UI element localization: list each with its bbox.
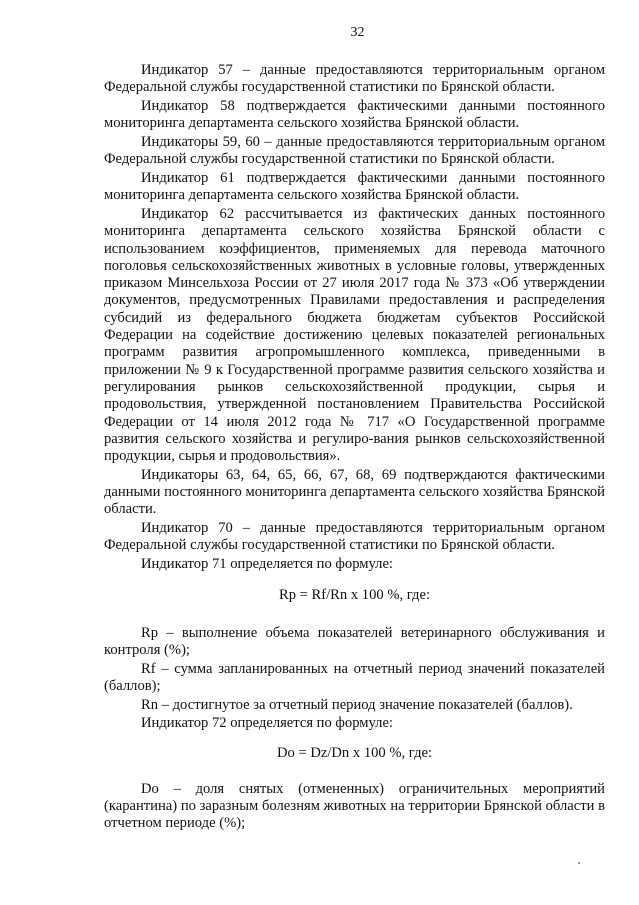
paragraph-indicator-61: Индикатор 61 подтверждается фактическими данными постоянного мониторинга департамента сельского хозяйства Брянской области. [104, 169, 605, 204]
page-number: 32 [350, 25, 365, 40]
definition-rp: Rp – выполнение объема показателей ветеринарного обслуживания и контроля (%); [104, 624, 605, 658]
paragraph-indicators-63-69: Индикаторы 63, 64, 65, 66, 67, 68, 69 подтверждаются фактическими данными постоянного мониторинга департамента сельского хозяйства Брянской области. [104, 466, 605, 518]
paragraph-indicator-59-60: Индикаторы 59, 60 – данные предоставляются территориальным органом Федеральной службы государственной статистики по Брянской области. [104, 133, 605, 168]
definition-do: Do – доля снятых (отмененных) ограничительных мероприятий (карантина) по заразным болезням животных на территории Брянской области в отчетном периоде (%); [104, 780, 605, 832]
paragraph-indicator-58: Индикатор 58 подтверждается фактическими данными постоянного мониторинга департамента сельского хозяйства Брянской области. [104, 97, 605, 132]
formula-rp: Rp = Rf/Rn x 100 %, где: [278, 587, 431, 604]
definition-rf: Rf – сумма запланированных на отчетный период значений показателей (баллов); [104, 660, 605, 694]
definition-rn: Rn – достигнутое за отчетный период значение показателей (баллов). [141, 696, 573, 713]
paragraph-indicator-71-intro: Индикатор 71 определяется по формуле: [141, 556, 393, 573]
paragraph-indicator-72-intro: Индикатор 72 определяется по формуле: [141, 715, 393, 732]
paragraph-indicator-62: Индикатор 62 рассчитывается из фактических данных постоянного мониторинга департамента сельского хозяйства Брянской области с использованием коэффициентов, применяемых для перевода маточного поголовья сельскохозяйственных животных в условные головы, утвержденных приказом Минсельхоза России от 27 июля 2017 года № 373 «Об утверждении документов, предусмотренных Правилами предоставления и распределения субсидий из федерального бюджета бюджетам субъектов Российской Федерации на содействие достижению целевых показателей региональных программ развития агропромышленного комплекса, приведенными в приложении № 9 к Государственной программе развития сельского хозяйства и регулирования рынков сельскохозяйственной продукции, сырья и продовольствия, утвержденной постановлением Правительства Российской Федерации от 14 июля 2012 года № 717 «О Государственной программе развития сельского хозяйства и регулиро-вания рынков сельскохозяйственной продукции, сырья и продовольствия». [104, 205, 605, 465]
paragraph-indicator-57: Индикатор 57 – данные предоставляются территориальным органом Федеральной службы государственной статистики по Брянской области. [104, 62, 605, 96]
document-body [104, 62, 605, 833]
scan-speck [578, 862, 580, 864]
paragraph-indicator-70: Индикатор 70 – данные предоставляются территориальным органом Федеральной службы государственной статистики по Брянской области. [104, 520, 605, 554]
formula-do: Do = Dz/Dn x 100 %, где: [276, 744, 433, 761]
